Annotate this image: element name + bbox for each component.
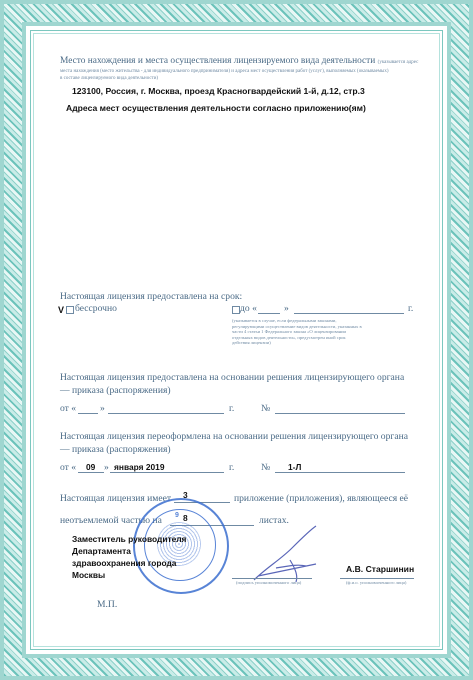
basis-line-2: — приказа (распоряжения) (60, 385, 171, 396)
appendix-sheets: 8 (183, 513, 188, 523)
reissue-date-mid: » (104, 462, 109, 473)
reissue-number: 1-Л (288, 462, 302, 472)
basis-line-1: Настоящая лицензия предоставлена на основании решения лицензирующего органа (60, 372, 405, 383)
location-heading (60, 56, 418, 66)
term-mark: V (58, 305, 65, 315)
reissue-month-line (110, 472, 224, 473)
basis-num-line (275, 413, 405, 414)
signatory-line-1: Заместитель руководителя (72, 534, 187, 544)
reissue-month-year: января 2019 (114, 462, 165, 472)
location-note-2: места нахождения (место жительства - для индивидуального предпринимателя) и адреса мест осуществления работ (услуг), выполняемых (оказываемых) (60, 69, 389, 74)
indefinite-checkbox (66, 306, 74, 314)
signature-line (232, 578, 312, 579)
official-seal (133, 498, 229, 594)
appendix-line2-prefix: неотъемлемой частью на (60, 515, 162, 526)
until-day-line (258, 313, 280, 314)
until-suffix: г. (408, 303, 414, 314)
reissue-year-suffix: г. (229, 462, 235, 473)
reissue-line-1: Настоящая лицензия переоформлена на основании решения лицензирующего органа (60, 431, 408, 442)
term-label: Настоящая лицензия предоставлена на срок: (60, 291, 243, 302)
signatory-line-2: Департамента (72, 546, 131, 556)
appendix-line1-prefix: Настоящая лицензия имеет (60, 493, 172, 504)
signatory-line-3: здравоохранения города (72, 558, 177, 568)
reissue-line-2: — приказа (распоряжения) (60, 444, 171, 455)
reissue-num-label: № (261, 462, 271, 473)
signature-note: (подпись уполномоченного лица) (236, 580, 302, 585)
until-month-line (294, 313, 404, 314)
term-indefinite: бессрочно (75, 303, 117, 314)
basis-year-suffix: г. (229, 403, 235, 414)
address-value: 123100, Россия, г. Москва, проезд Красногвардейский 1-й, д.12, стр.3 (72, 86, 365, 96)
reissue-date-prefix: от « (60, 462, 77, 473)
until-checkbox (232, 306, 240, 314)
basis-day-line (78, 413, 98, 414)
term-note: (указывается в случае, если федеральными законами, регулирующими осуществление видов деятельности, указанных в части 4 статьи 1 Федерального закона «О лицензировании отдельных видов деятельности», предусмотрен иной срок действия лицензии) (232, 318, 362, 346)
name-note: (ф.и.о. уполномоченного лица) (346, 580, 407, 585)
appendix-line1-suffix: приложение (приложения), являющееся её (234, 493, 409, 504)
until-prefix: до « (240, 303, 257, 314)
until-mid: » (284, 303, 289, 314)
basis-date-mid: » (100, 403, 105, 414)
location-heading-text: Место нахождения и места осуществления лицензируемого вида деятельности (60, 56, 376, 66)
seal-number: 9 (175, 512, 179, 519)
signatory-name: А.В. Старшинин (346, 564, 415, 574)
name-line (340, 578, 414, 579)
appendix-line2-suffix: листах. (259, 515, 289, 526)
location-heading-note: (указывается адрес (377, 60, 419, 65)
addresses-appendix-note: Адреса мест осуществления деятельности согласно приложению(ям) (66, 103, 366, 113)
basis-date-prefix: от « (60, 403, 77, 414)
stamp-place-label: М.П. (97, 599, 118, 610)
basis-num-label: № (261, 403, 271, 414)
reissue-day: 09 (86, 462, 96, 472)
signatory-line-4: Москвы (72, 570, 106, 580)
location-note-3: в составе лицензируемого вида деятельности) (60, 76, 159, 81)
appendix-count: 3 (183, 490, 188, 500)
reissue-num-line (275, 472, 405, 473)
reissue-day-line (78, 472, 104, 473)
basis-month-line (108, 413, 224, 414)
